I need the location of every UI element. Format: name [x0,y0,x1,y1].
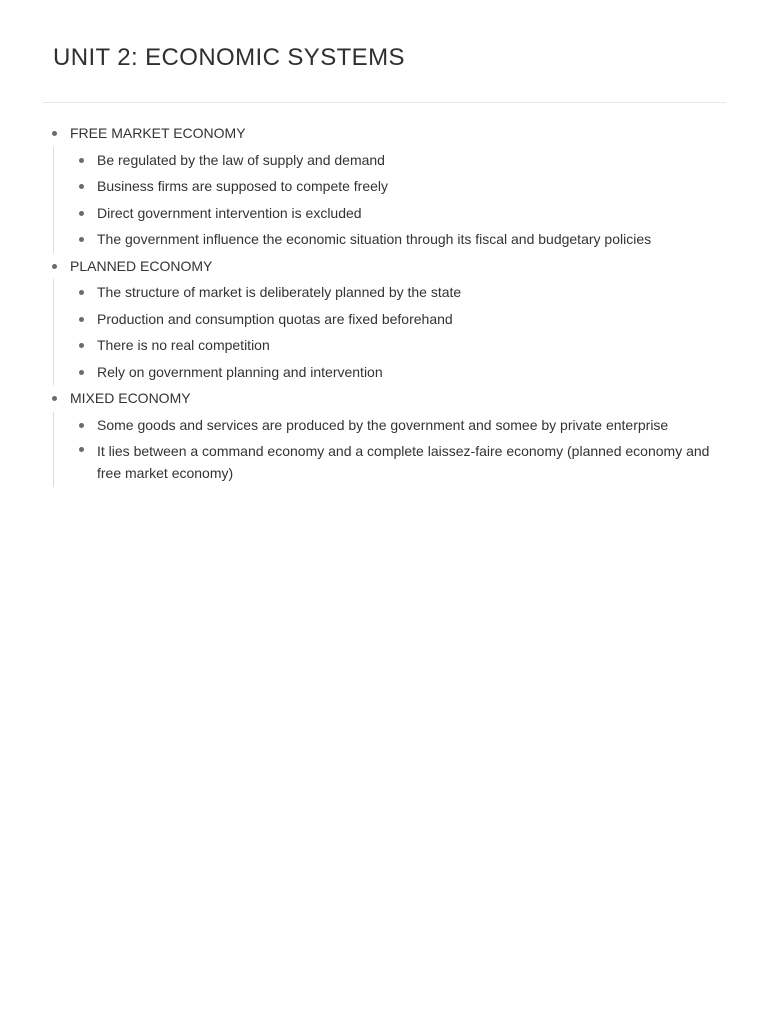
list-item[interactable] [54,332,768,359]
list-item[interactable] [54,200,768,227]
topic-heading[interactable] [0,253,768,280]
list-item[interactable] [54,306,768,333]
list-item-text: Some goods and services are produced by the government and somee by private enterprise [97,416,669,433]
bullet-icon[interactable] [79,370,84,375]
topic-heading[interactable] [0,120,768,147]
bullet-icon[interactable] [79,423,84,428]
topic-heading-text: FREE MARKET ECONOMY [70,125,246,141]
topic-children [53,147,768,253]
list-item[interactable] [54,438,768,487]
topic-heading[interactable] [0,385,768,412]
list-item[interactable] [54,173,768,200]
topic-children [53,412,768,488]
bullet-icon[interactable] [79,317,84,322]
list-item-text: Rely on government planning and intervention [97,363,383,380]
list-item-text: Direct government intervention is excluded [97,204,362,221]
bullet-icon[interactable] [79,447,84,452]
list-item-text: There is no real competition [97,337,270,353]
topic-free-market-economy [0,120,768,253]
title-divider [43,102,726,103]
list-item-text: Business firms are supposed to compete freely [97,178,389,194]
bullet-icon[interactable] [79,211,84,216]
topic-heading-text: PLANNED ECONOMY [70,257,213,274]
outline-list [0,120,768,487]
list-item-text: Be regulated by the law of supply and demand [97,151,385,168]
page-title: UNIT 2: ECONOMIC SYSTEMS [53,44,405,71]
bullet-icon[interactable] [52,396,57,401]
topic-mixed-economy [0,385,768,487]
list-item[interactable] [54,147,768,174]
list-item[interactable] [54,279,768,306]
list-item[interactable] [54,412,768,439]
bullet-icon[interactable] [79,184,84,189]
topic-children [53,279,768,385]
bullet-icon[interactable] [79,290,84,295]
list-item-text: The government influence the economic situation through its fiscal and budgetary policies [97,231,652,247]
bullet-icon[interactable] [52,264,57,269]
list-item[interactable] [54,226,768,253]
topic-heading-text: MIXED ECONOMY [70,390,191,406]
list-item-text: It lies between a command economy and a complete laissez-faire economy (planned economy and free market economy) [97,443,710,481]
bullet-icon[interactable] [79,343,84,348]
list-item-text: The structure of market is deliberately planned by the state [97,284,462,300]
list-item-text: Production and consumption quotas are fixed beforehand [97,310,453,327]
topic-planned-economy [0,253,768,386]
list-item[interactable] [54,359,768,386]
bullet-icon[interactable] [52,131,57,136]
bullet-icon[interactable] [79,237,84,242]
bullet-icon[interactable] [79,158,84,163]
